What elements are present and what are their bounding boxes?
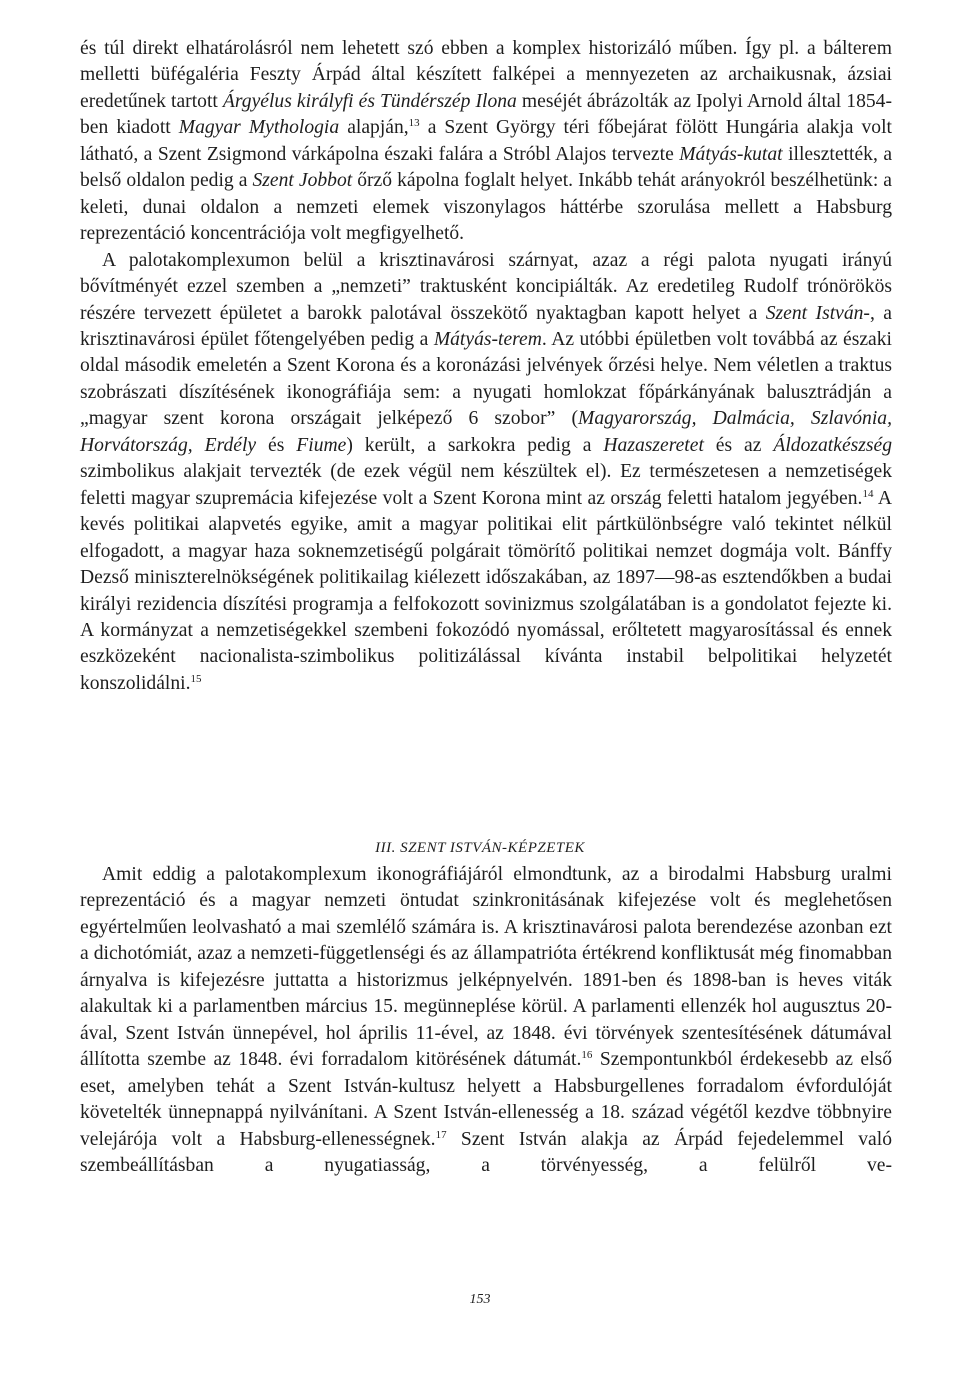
italic-title: Árgyélus királyfi és Tündérszép Ilona [222, 90, 517, 112]
text-run: a Szent György téri főbejárat fölött Hungária alakja volt látható, a Szent Zsigmond várkápolna északi falára a Stróbl Alajos tervezte [80, 117, 892, 165]
italic-title: Áldozatkészség [773, 434, 893, 456]
text-run: és [256, 434, 297, 456]
italic-title: Szent István- [765, 302, 870, 324]
body-text-upper [80, 36, 892, 697]
paragraph [80, 862, 892, 1179]
italic-title: Mátyás-terem [433, 328, 542, 350]
text-run: , a krisztinavárosi épület főtengelyében pedig a [80, 302, 892, 350]
text-run: illesztették, a belső oldalon pedig a [80, 143, 893, 192]
text-run: A palotakomplexumon belül a krisztinavárosi szárnyat, azaz a régi palota nyugati irányú bővítményét ezzel szemben a „nemzeti” traktusként koncipiálták. Az eredetileg Rudolf trónörökös részére tervezett épületet a barokk palotával összekötő nyaktagban kapott helyet a [80, 249, 892, 324]
text-run: és túl direkt elhatárolásról nem lehetett szó ebben a komplex historizáló műben. Így pl. a bálterem melletti büfégaléria Feszty Árpád által készített falképei a mennyezeten az archaikusnak, ázsiai eredetűnek tartott [80, 38, 892, 112]
footnote-marker: 13 [408, 117, 420, 130]
text-run: és az [703, 434, 774, 456]
text-run: ) került, a sarkokra pedig a [346, 434, 604, 456]
italic-title: Hazaszeretet [603, 434, 704, 456]
text-run: Szent István alakja az Árpád fejedelemmel való szembeállításban a nyugatiasság, a törvényesség, a felülről ve- [80, 1128, 892, 1176]
italic-title: Magyarország, Dalmácia, Szlavónia, Horvátország, Erdély [80, 408, 892, 456]
text-run: meséjét ábrázolták az Ipolyi Arnold által 1854-ben kiadott [80, 90, 892, 139]
footnote-marker: 15 [190, 672, 202, 685]
text-run: A kevés politikai alapvetés egyike, amit a magyar politikai elit pártkülönbségre való tekintet nélkül elfogadott, a magyar haza soknemzetiségű polgárait tömörítő politikai nemzet dogmája volt. Bánffy Dezső miniszterelnökségének politikailag kiélezett időszakában, az 1897—98-as esztendőkben a budai királyi rezidencia díszítési programja a felfokozott sovinizmus szolgálatában is a gondolatot fejezte ki. A kormányzat a nemzetiségekkel szembeni fokozódó nyomással, erőltetett magyarosítással és ennek eszközeként nacionalista-szimbolikus politizálással kívánta instabil belpolitikai helyzetét konszolidálni. [80, 487, 892, 694]
text-run: Szempontunkból érdekesebb az első eset, amelyben tehát a Szent István-kultusz helyett a Habsburgellenes forradalom évfordulóját követelték ünnepnappá nyilvánítani. A Szent István-ellenesség a 18. század végétől kezdve többnyire velejárója volt a Habsburg-ellenességnek. [80, 1049, 892, 1150]
text-run: szimbolikus alakjait tervezték (de ezek végül nem készültek el). Ez természetesen a nemzetiségek feletti magyar szupremácia kifejezése volt a Szent Korona mint az ország feletti hatalom jegyében. [80, 461, 892, 509]
footnote-marker: 17 [435, 1128, 447, 1141]
text-run: . Az utóbbi épületben volt továbbá az északi oldal második emeletén a Szent Korona és a koronázási jelvények őrzési helye. Nem véletlen a traktus szobrászati díszítésének ikonográfiája sem: a nyugati homlokzat főpárkányának balusztrádján a „magyar szent korona országait jelképező 6 szobor” ( [80, 328, 892, 430]
body-text-lower [80, 862, 892, 1179]
paragraph [80, 36, 892, 248]
italic-title: Magyar Mythologia [178, 117, 340, 139]
footnote-marker: 16 [581, 1049, 593, 1062]
italic-title: Szent Jobbot [252, 170, 353, 192]
page-number: 153 [469, 1292, 491, 1307]
italic-title: Mátyás-kutat [679, 143, 783, 165]
italic-title: Fiume [296, 434, 347, 456]
section-heading: III. SZENT ISTVÁN-KÉPZETEK [375, 840, 585, 856]
paragraph [80, 248, 892, 698]
footnote-marker: 14 [862, 487, 874, 500]
text-run: Amit eddig a palotakomplexum ikonográfiájáról elmondtunk, az a birodalmi Habsburg uralmi reprezentáció és a magyar nemzeti öntudat szinkronitásának kifejezése volt és meglehetősen egyértelműen leolvasható a mai szemlélő számára is. A krisztinavárosi palota berendezése azonban ezt a dichotómiát, azaz a nemzeti-függetlenségi és az állampatrióta értékrend konfliktusát még finomabban árnyalva is kifejezésre juttatta a historizmus jelképnyelvén. 1891-ben és 1898-ban is heves viták alakultak ki a parlamentben március 15. megünneplése körül. A parlamenti ellenzék hol augusztus 20-ával, Szent István ünnepével, hol április 11-ével, az 1848. évi törvények szentesítésének dátumával állította szembe az 1848. évi forradalom kitörésének dátumát. [80, 864, 892, 1071]
text-run: alapján, [339, 117, 409, 139]
text-run: őrző kápolna foglalt helyet. Inkább tehát arányokról beszélhetünk: a keleti, dunai oldalon a nemzeti elemek viszonylagos háttérbe szorulása mellett a Habsburg reprezentáció koncentrációja volt megfigyelhető. [80, 170, 892, 245]
